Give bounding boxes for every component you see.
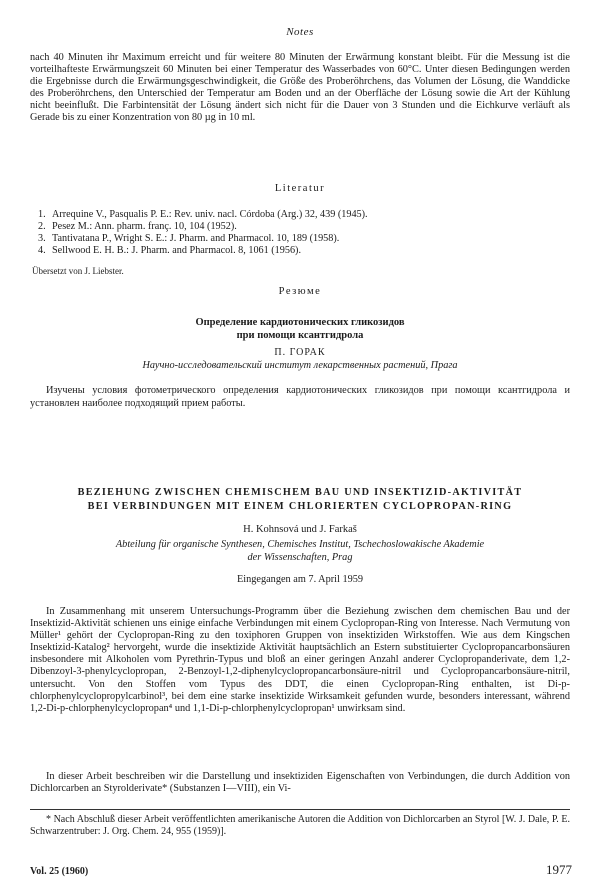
article-affiliation-line1: Abteilung für organische Synthesen, Chemisches Institut, Tschechoslowakische Akademie — [115, 539, 485, 550]
intro-paragraph: nach 40 Minuten ihr Maximum erreicht und für weitere 80 Minuten der Erwärmung konstant bleibt. Für die Messung ist die vorteilhafteste Erwärmungszeit 60 Minuten bei einer Temperatur des Wasserbades von 60°C. Unter diesen Bedingungen werden die Ergebnisse durch die Erwärmungsgeschwindigkeit, die Größe des Proberöhrchens, das Volumen der Lösung, die Wanddicke des Proberöhrchens, den Unterschied der Temperatur am Boden und an der Oberfläche der Lösung sowie die Art der Kühlung nicht beeinflußt. Die Farbintensität der Lösung ändert sich nicht für die Dauer von 3 Stunden und die Eichkurve verläuft als Gerade bis zu einer Konzentration von 80 µg in 10 ml. — [30, 52, 570, 124]
footnote: * Nach Abschluß dieser Arbeit veröffentlichten amerikanische Autoren die Addition von Dichlorcarben an Styrol [W. J. Dale, P. E. Schwarzentruber: J. Org. Chem. 24, 955 (1959)]. — [30, 814, 570, 837]
reference-item — [38, 245, 558, 257]
page-number: 1977 — [546, 862, 572, 877]
summary-author: П. ГОРАК — [274, 347, 326, 358]
literature-heading: Literatur — [274, 183, 326, 194]
reference-text: Sellwood E. H. B.: J. Pharm. and Pharmacol. 8, 1061 (1956). — [52, 245, 302, 257]
reference-item — [38, 209, 558, 221]
summary-heading-ru: Резюме — [278, 286, 322, 297]
article-paragraph-2: In dieser Arbeit beschreiben wir die Darstellung und insektiziden Eigenschaften von Verbindungen, die durch Addition von Dichlorcarben an Styrolderivate* (Substanzen I—VIII), ein Vi- — [30, 771, 570, 795]
reference-number: 3. — [38, 233, 46, 245]
translator-note: Übersetzt von J. Liebster. — [32, 266, 124, 276]
article-authors: H. Kohnsová und J. Farkaš — [243, 524, 357, 535]
running-head: Notes — [286, 26, 314, 38]
article-title-line1: BEZIEHUNG ZWISCHEN CHEMISCHEM BAU UND INSEKTIZID-AKTIVITÄT — [77, 487, 523, 498]
reference-list — [38, 209, 558, 257]
reference-item — [38, 221, 558, 233]
footnote-divider — [30, 809, 570, 810]
reference-number: 1. — [38, 209, 46, 220]
reference-number: 4. — [38, 245, 46, 257]
reference-text: Tantivatana P., Wright S. E.: J. Pharm. and Pharmacol. 10, 189 (1958). — [52, 233, 340, 245]
reference-item — [38, 233, 558, 245]
reference-text: Arrequine V., Pasqualis P. E.: Rev. univ. nacl. Córdoba (Arg.) 32, 439 (1945). — [52, 209, 368, 220]
reference-text: Pesez M.: Ann. pharm. franç. 10, 104 (1952). — [52, 221, 237, 233]
volume-label: Vol. 25 (1960) — [30, 866, 89, 877]
article-affiliation-line2: der Wissenschaften, Prag — [247, 552, 353, 563]
summary-body: Изучены условия фотометрического определения кардиотонических гликозидов при помощи ксантгидрола и установлен наиболее подходящий прием работы. — [30, 385, 570, 409]
article-title-line2: BEI VERBINDUNGEN MIT EINEM CHLORIERTEN CYCLOPROPAN-RING — [87, 501, 513, 512]
reference-number: 2. — [38, 221, 46, 233]
summary-title-line2: при помощи ксантгидрола — [236, 330, 364, 341]
article-paragraph-1: In Zusammenhang mit unserem Untersuchungs-Programm über die Beziehung zwischen dem chemischen Bau und der Insektizid-Aktivität schienen uns einige einfache Verbindungen mit einem Cyclopropan-Ring von Interesse. Nach Vermutung von Müller¹ gehört der Cyclopropan-Ring zu den toxiphoren Gruppen von insektiziden Wirkstoffen. Wie aus dem Kingschen Insektizid-Katalog² hervorgeht, wurde die insektizide Aktivität hauptsächlich an Estern substituierter Cyclopropancarbonsäuren insbesondere mit Alkoholen vom Pyrethrin-Typus und bloß an einer geringen Anzahl anderer Cyclopropanderivate, dem 1,2-Dibenzoyl-3-phenylcyclopropan, 2-Benzoyl-1,2-diphenylcyclopropancarbonsäure-nitril und Cyclopropancarbonsäure-nitril, untersucht. Von den Stoffen vom Typus des DDT, die einen Cyclopropan-Ring enthalten, ist Di-p-chlorphenylcyclopropylcarbinol³, bei dem eine starke insektizide Wirksamkeit gefunden wurde, besonders interessant, während 1,2-Di-p-chlorphenylcyclopropan⁴ und 1,1-Di-p-chlorphenylcyclopropan¹ unwirksam sind. — [30, 606, 570, 714]
summary-institute: Научно-исследовательский институт лекарственных растений, Прага — [142, 360, 458, 371]
summary-title-line1: Определение кардиотонических гликозидов — [195, 317, 405, 328]
received-date: Eingegangen am 7. April 1959 — [236, 574, 364, 585]
